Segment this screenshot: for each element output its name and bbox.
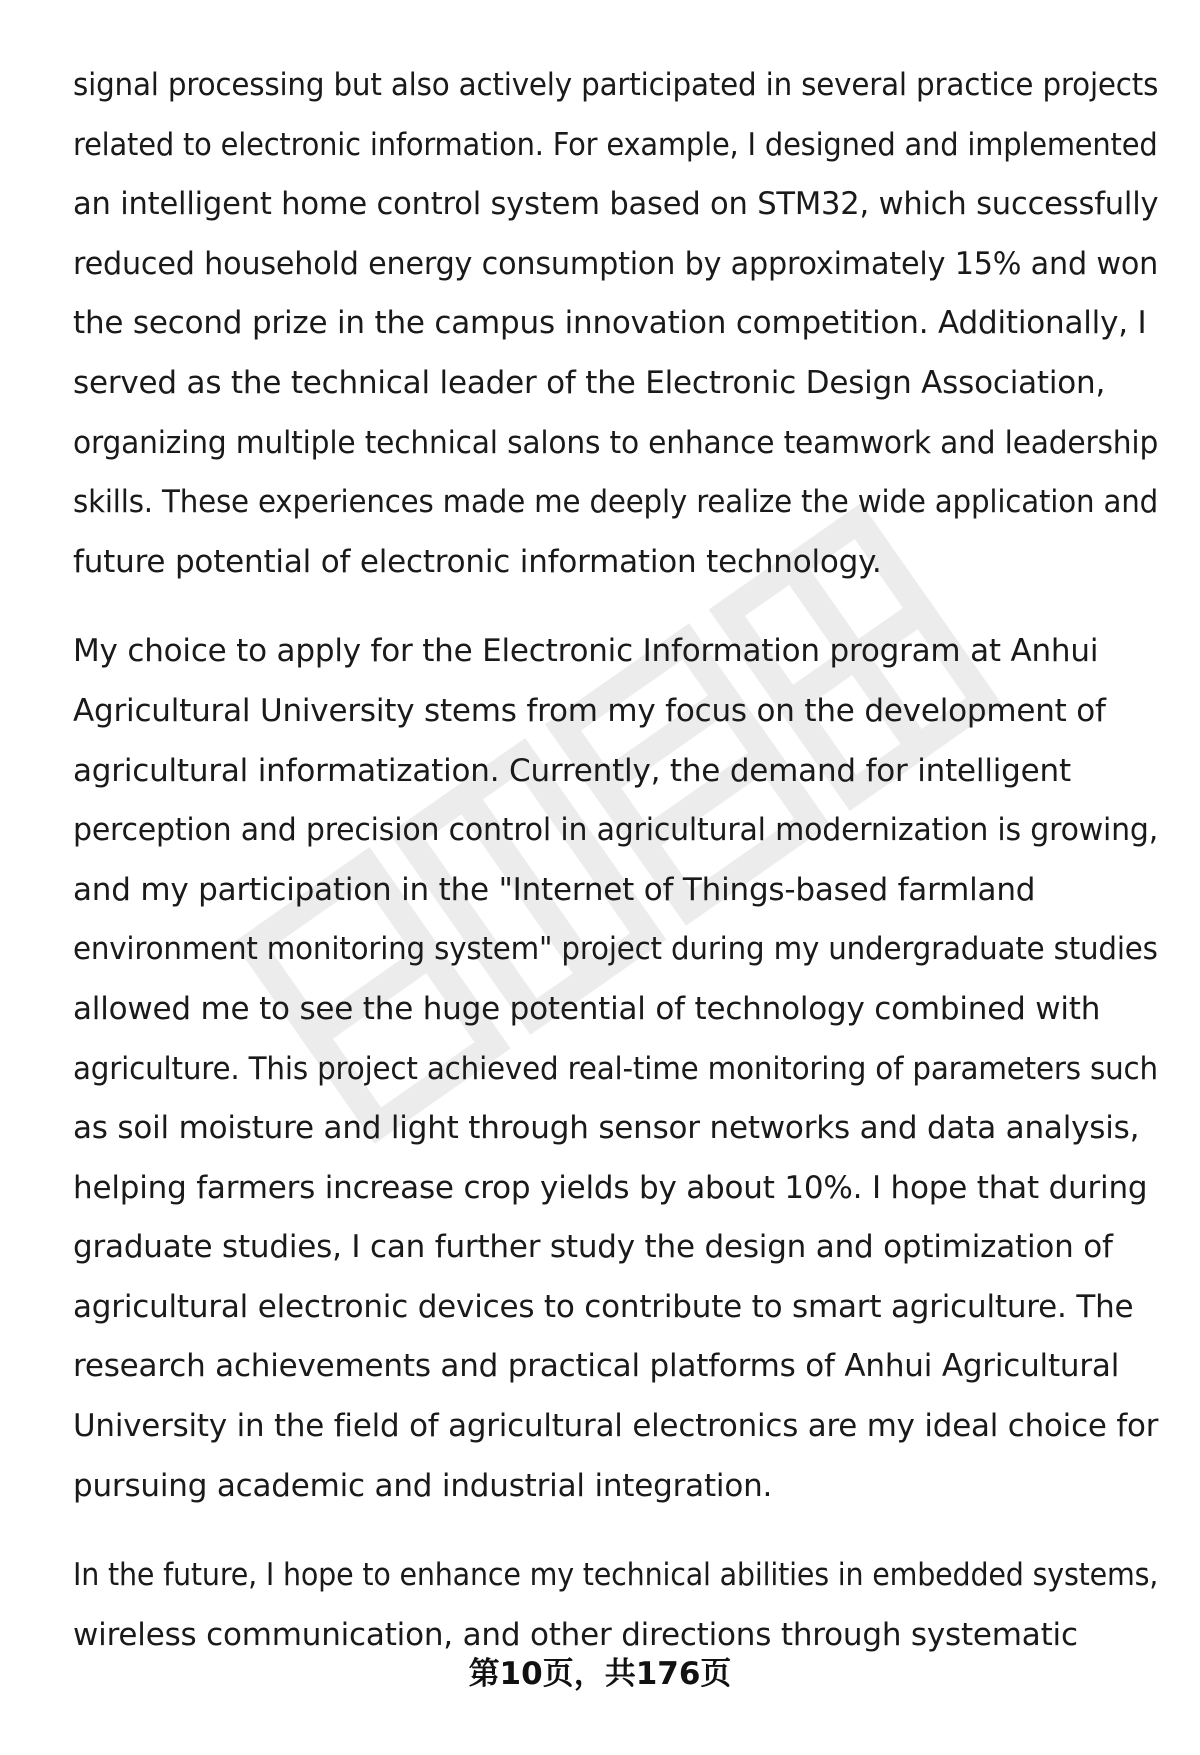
text-line: served as the technical leader of the Electronic Design Association, <box>73 364 1106 401</box>
text-line: wireless communication, and other directions through systematic <box>73 1616 1078 1653</box>
text-line: agricultural informatization. Currently, the demand for intelligent <box>73 752 1071 789</box>
text-line: allowed me to see the huge potential of technology combined with <box>73 990 1101 1027</box>
text-line: an intelligent home control system based on STM32, which successfully <box>73 186 1159 223</box>
text-line: My choice to apply for the Electronic Information program at Anhui <box>73 633 1099 670</box>
text-line: research achievements and practical platforms of Anhui Agricultural <box>73 1348 1120 1385</box>
text-line: perception and precision control in agricultural modernization is growing, <box>73 812 1159 849</box>
text-line: signal processing but also actively participated in several practice projects <box>73 67 1159 103</box>
paragraph-experience <box>73 56 1158 592</box>
text-line: as soil moisture and light through sensor networks and data analysis, <box>73 1110 1140 1147</box>
text-line: and my participation in the "Internet of Things-based farmland <box>73 871 1036 908</box>
text-line: helping farmers increase crop yields by about 10%. I hope that during <box>73 1169 1148 1206</box>
paragraph-motivation <box>73 622 1158 1516</box>
text-line: skills. These experiences made me deeply realize the wide application and <box>73 484 1159 521</box>
text-line: graduate studies, I can further study the design and optimization of <box>73 1229 1113 1266</box>
document-body <box>73 56 1158 1695</box>
page-number-footer: 第10页，共176页 <box>468 1656 732 1692</box>
text-line: University in the field of agricultural electronics are my ideal choice for <box>73 1408 1159 1445</box>
text-line: future potential of electronic information technology. <box>73 543 882 580</box>
text-line: reduced household energy consumption by approximately 15% and won <box>73 245 1159 282</box>
text-line: agricultural electronic devices to contribute to smart agriculture. The <box>73 1288 1134 1325</box>
text-line: the second prize in the campus innovation competition. Additionally, I <box>73 305 1147 342</box>
text-line: related to electronic information. For example, I designed and implemented <box>73 126 1158 163</box>
text-line: In the future, I hope to enhance my technical abilities in embedded systems, <box>73 1557 1159 1594</box>
text-line: Agricultural University stems from my focus on the development of <box>73 692 1106 729</box>
text-line: pursuing academic and industrial integration. <box>73 1467 773 1504</box>
text-line: environment monitoring system" project during my undergraduate studies <box>73 931 1158 968</box>
text-line: agriculture. This project achieved real-time monitoring of parameters such <box>73 1050 1158 1087</box>
text-line: organizing multiple technical salons to enhance teamwork and leadership <box>73 424 1159 461</box>
